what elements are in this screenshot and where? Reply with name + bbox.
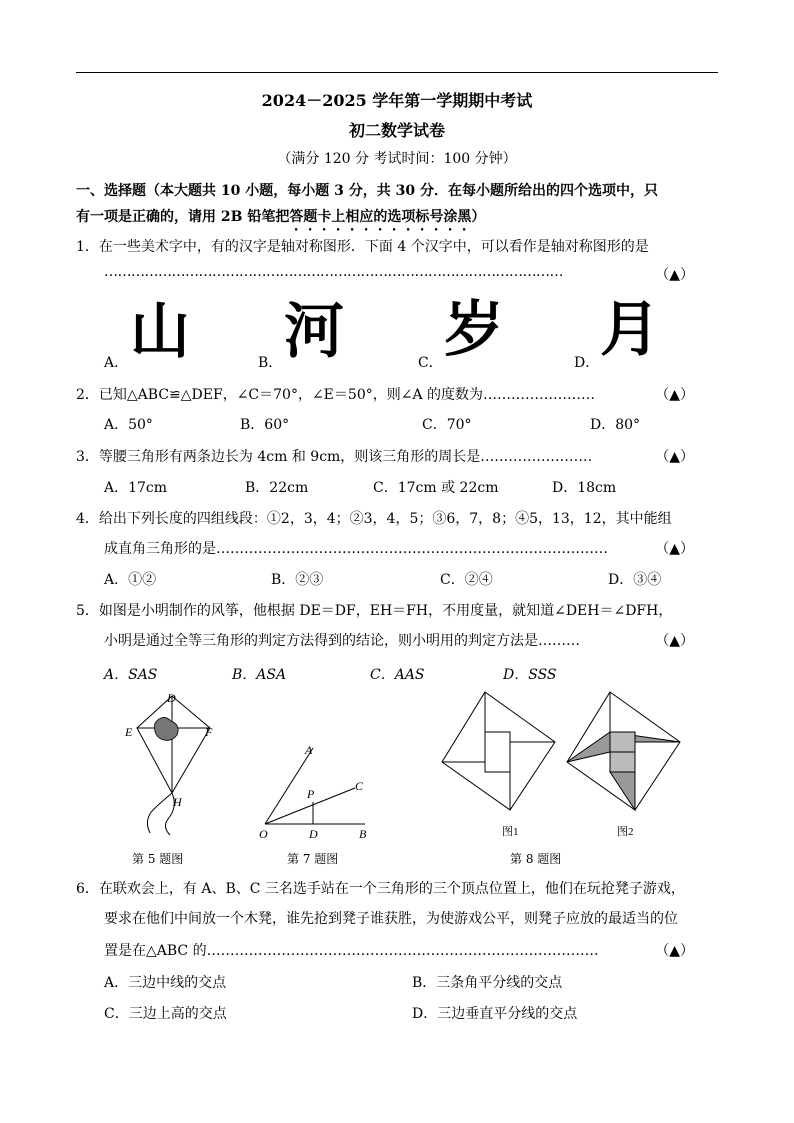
q4-opt-a: A．①②	[104, 572, 157, 588]
q6-text-line2: 要求在他们中间放一个木凳，谁先抢到凳子谁获胜，为使游戏公平，则凳子应放的最适当的位	[104, 911, 678, 927]
q5-opt-d: D．SSS	[503, 667, 557, 683]
section-heading-line1: 一、选择题（本大题共 10 小题，每小题 3 分，共 30 分．在每小题所给出的四个选项中，只	[76, 183, 658, 199]
q3-opt-a: A．17cm	[104, 480, 168, 496]
angle-label-d: D	[309, 827, 318, 841]
angle-label-p: P	[307, 787, 315, 801]
q3-marker: （▲）	[655, 449, 694, 465]
q5-opt-a: A．SAS	[104, 667, 158, 683]
q5-text-line1: 5．如图是小明制作的风筝，他根据 DE＝DF，EH＝FH，不用度量，就知道∠DEH＝∠DFH，	[76, 603, 673, 619]
section-heading-line2-b: ）	[471, 209, 486, 225]
kite-label-h: H	[173, 795, 182, 809]
section-heading-emphasis: 答题卡上相应的选项标号涂黑	[289, 209, 472, 225]
q4-marker: （▲）	[655, 541, 694, 557]
q6-marker: （▲）	[655, 943, 694, 959]
q3-opt-d: D．18cm	[552, 480, 617, 496]
q2-opt-c: C．70°	[422, 417, 472, 433]
q1-opt-b-label: B．	[258, 355, 283, 371]
q5-marker: （▲）	[655, 633, 694, 649]
q5-opt-b: B．ASA	[232, 667, 287, 683]
q3-text: 3．等腰三角形有两条边长为 4cm 和 9cm，则该三角形的周长是……………………	[76, 449, 593, 465]
section-heading-line2	[76, 206, 485, 234]
q1-opt-d-label: D．	[574, 355, 600, 371]
q2-opt-b: B．60°	[240, 417, 290, 433]
fig8-2-label: 图2	[617, 826, 634, 838]
q4-opt-d: D．③④	[608, 572, 662, 588]
q1-text: 1．在一些美术字中，有的汉字是轴对称图形．下面 4 个汉字中，可以看作是轴对称图形的是	[76, 239, 649, 255]
q6-text-line3: 置是在△ABC 的…………………………………………………………………………	[104, 943, 599, 959]
q2-opt-d: D．80°	[590, 417, 641, 433]
angle-label-a: A	[305, 743, 313, 757]
q6-opt-b: B．三条角平分线的交点	[412, 975, 563, 991]
q1-opt-c-label: C．	[418, 355, 443, 371]
q6-opt-d: D．三边垂直平分线的交点	[412, 1006, 578, 1022]
kite-figure	[115, 688, 225, 843]
q5-text-line2: 小明是通过全等三角形的判定方法得到的结论，则小明用的判定方法是………	[104, 633, 580, 649]
angle-label-b: B	[359, 827, 367, 841]
section-heading-line2-a: 有一项是正确的，请用 2B 铅笔把	[76, 209, 290, 225]
q2-text: 2．已知△ABC≌△DEF，∠C＝70°，∠E＝50°，则∠A 的度数为……………………	[76, 387, 596, 403]
q3-opt-b: B．22cm	[245, 480, 309, 496]
kite-label-e: E	[125, 725, 133, 739]
q4-opt-b: B．②③	[271, 572, 324, 588]
angle-label-c: C	[355, 779, 364, 793]
q4-opt-c: C．②④	[440, 572, 493, 588]
q3-opt-c: C．17cm 或 22cm	[373, 480, 499, 496]
q1-opt-d-char: 月	[600, 295, 660, 365]
exam-title: 2024－2025 学年第一学期期中考试	[261, 91, 533, 110]
q1-opt-c-char: 岁	[444, 295, 504, 365]
q1-opt-a-label: A．	[104, 355, 129, 371]
kite-label-f: F	[205, 725, 213, 739]
angle-figure	[255, 738, 385, 843]
angle-label-o: O	[259, 827, 268, 841]
top-rule	[76, 72, 718, 73]
q1-marker: （▲）	[655, 267, 694, 283]
q6-opt-c: C．三边上高的交点	[104, 1006, 227, 1022]
q5-opt-c: C．AAS	[370, 667, 425, 683]
q2-opt-a: A．50°	[104, 417, 153, 433]
fig8-2	[565, 690, 685, 840]
kite-label-d: D	[167, 691, 176, 705]
caption-q5: 第 5 题图	[132, 852, 184, 866]
q1-dots: …………………………………………………………………………………………	[104, 264, 563, 280]
exam-subtitle: 初二数学试卷	[348, 121, 445, 140]
fig8-1-label: 图1	[502, 826, 519, 838]
q4-text-line1: 4．给出下列长度的四组线段：①2，3，4；②3，4，5；③6，7，8；④5，13，12，其中能组	[76, 511, 672, 527]
caption-q7: 第 7 题图	[287, 852, 339, 866]
q6-text-line1: 6．在联欢会上，有 A、B、C 三名选手站在一个三角形的三个顶点位置上，他们在玩抢凳子游戏，	[76, 881, 685, 897]
fig8-1	[440, 690, 560, 840]
exam-meta: （满分 120 分 考试时间：100 分钟）	[277, 151, 517, 167]
q2-marker: （▲）	[655, 387, 694, 403]
caption-q8: 第 8 题图	[510, 852, 562, 866]
q1-opt-b-char: 河	[284, 297, 344, 367]
q1-opt-a-char: 山	[130, 297, 190, 367]
q4-text-line2: 成直角三角形的是…………………………………………………………………………	[104, 541, 608, 557]
q6-opt-a: A．三边中线的交点	[104, 975, 227, 991]
